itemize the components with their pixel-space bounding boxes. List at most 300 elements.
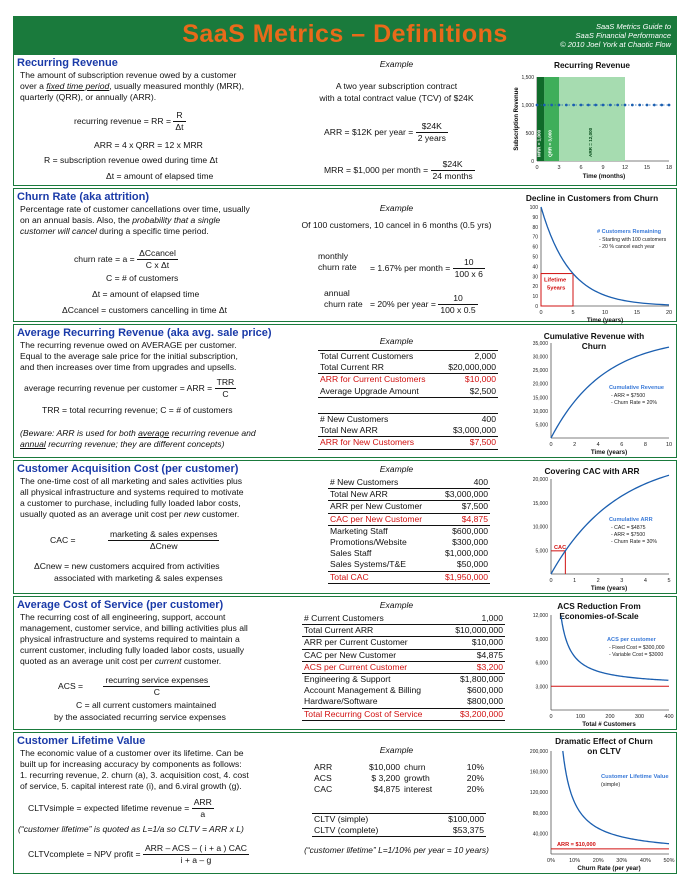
legend-line: - ARR = $7500 <box>611 532 646 538</box>
desc-line: Equal to the average sale price for the initial subscription, <box>20 351 238 361</box>
x-tick-label: 20 <box>665 310 673 316</box>
row-value: $10,000,000 <box>445 625 505 637</box>
desc-line: built up for increasing accuracy by components as follows: <box>20 759 242 769</box>
x-axis-label: Time (years) <box>586 317 624 324</box>
section-average-recurring-revenue <box>13 324 677 458</box>
row-value: 400 <box>440 414 498 426</box>
definition-column <box>14 461 284 593</box>
example-column <box>284 733 509 873</box>
data-point <box>660 104 663 107</box>
table-row <box>312 814 486 826</box>
data-point <box>587 104 590 107</box>
example-column <box>284 461 509 593</box>
definition: C = # of customers <box>106 273 179 283</box>
data-point <box>558 104 561 107</box>
row-label: Total Current ARR <box>302 625 445 637</box>
table-cell: growth <box>404 773 430 784</box>
series-line <box>563 751 669 844</box>
x-tick-label: 20% <box>592 858 604 864</box>
formula: CAC = $\frac{\text{marketing \& sales expenses}}{\text{ΔCnew}}$ <box>50 529 218 551</box>
cltv-footnote: (“customer lifetime” L=1/10% per year = 10 years) <box>304 845 489 855</box>
table-cell: $53,375 <box>422 825 486 837</box>
row-label: ARR per New Customer <box>328 501 437 513</box>
desc-line: and then increases over time from upgrades and upsells. <box>20 362 237 372</box>
series-line <box>551 475 669 574</box>
section-recurring-revenue <box>13 54 677 186</box>
table-row <box>328 501 490 513</box>
y-tick-label: 5,000 <box>535 548 548 555</box>
x-tick-label: 0 <box>549 578 553 584</box>
row-label: Total Current Customers <box>318 351 440 363</box>
definition-column <box>14 325 284 457</box>
section-title: Average Recurring Revenue (aka avg. sale price) <box>17 327 272 339</box>
table-cell: 20% <box>466 773 484 784</box>
page-title: SaaS Metrics – Definitions <box>182 20 508 48</box>
data-point <box>550 104 553 107</box>
table-row <box>312 773 486 784</box>
x-tick-label: 12 <box>621 165 629 171</box>
data-point <box>543 104 546 107</box>
data-point <box>572 104 575 107</box>
table-cell: CLTV (complete) <box>312 825 422 837</box>
y-tick-label: 200,000 <box>529 749 548 755</box>
row-value: $800,000 <box>467 696 503 707</box>
table-row <box>302 696 505 708</box>
chart-panel <box>509 55 675 185</box>
data-point <box>602 104 605 107</box>
table-row <box>302 625 505 637</box>
x-tick-label: 1 <box>573 578 577 584</box>
formula: recurring revenue = RR = $\frac{R}{\Delta t}$ <box>74 110 184 132</box>
y-tick-label: 20,000 <box>532 477 548 483</box>
x-tick-label: 2 <box>573 442 577 448</box>
section-customer-lifetime-value <box>13 732 677 874</box>
row-value: $7,500 <box>437 501 490 513</box>
row-label: Total New ARR <box>320 425 378 436</box>
data-point <box>631 104 634 107</box>
row-label: # New Customers <box>330 477 399 487</box>
x-tick-label: 0 <box>535 165 539 171</box>
desc-line: of service, 5. capital interest rate (i), and 6.viral growth (g). <box>20 781 242 791</box>
x-tick-label: 18 <box>665 165 673 171</box>
definition: TRR = total recurring revenue; C = # of customers <box>42 405 233 415</box>
legend-line: - Variable Cost = $3000 <box>609 652 664 658</box>
table-row <box>318 425 498 437</box>
example-table <box>318 413 498 450</box>
covering-cac-chart <box>509 461 675 593</box>
example-table <box>302 613 505 721</box>
example-text: Of 100 customers, 10 cancel in 6 months (0.5 yrs) <box>301 220 492 230</box>
formula: = 20% per year = $\frac{10}{100 x 0.5}$ <box>370 293 476 315</box>
definition: C = all current customers maintained <box>76 700 217 710</box>
formula: = 1.67% per month = $\frac{10}{100 x 6}$ <box>370 257 483 279</box>
beware-note: annual recurring revenue; they are different concepts) <box>20 439 225 449</box>
row-label: Average Upgrade Amount <box>318 386 440 398</box>
definition: Δt = amount of elapsed time <box>106 171 214 181</box>
x-tick-label: 0 <box>549 442 553 448</box>
row-value: $4,875 <box>445 649 505 661</box>
row-label: Engineering & Support <box>302 674 445 686</box>
example-label: Example <box>379 203 414 213</box>
bar-label: MRR = 1,000 <box>536 129 542 157</box>
x-axis-label: Time (years) <box>590 449 628 456</box>
chart-title: Cumulative Revenue with Churn <box>543 331 645 351</box>
table-cell: $100,000 <box>422 814 486 826</box>
legend-line: - Starting with 100 customers <box>599 237 667 243</box>
row-label: CAC per New Customer <box>328 513 437 525</box>
y-tick-label: 120,000 <box>529 790 548 797</box>
example-label: Example <box>379 745 414 755</box>
table-row <box>302 708 505 720</box>
data-point <box>646 104 649 107</box>
row-label: Hardware/Software <box>304 696 378 707</box>
desc-line: The economic value of a customer over its lifetime. Can be <box>20 748 244 758</box>
definition-column <box>14 189 284 321</box>
table-row <box>302 661 505 673</box>
row-label: Marketing Staff <box>328 525 437 537</box>
section-average-cost-of-service <box>13 596 677 730</box>
row-value: 400 <box>473 477 488 487</box>
data-point <box>536 104 539 107</box>
data-point <box>594 104 597 107</box>
definition: ΔCcancel = customers cancelling in time Δt <box>62 305 228 315</box>
table-row <box>328 477 490 489</box>
formula: annual churn rate <box>324 288 363 309</box>
desc-line: a customer to purchase, including fully loaded labor costs, <box>20 498 241 508</box>
legend-line: (simple) <box>601 782 621 788</box>
churn-chart <box>509 189 675 324</box>
x-tick-label: 0 <box>539 310 543 316</box>
chart-panel <box>509 461 675 593</box>
row-value: $600,000 <box>437 525 490 537</box>
example-table <box>328 477 490 584</box>
data-point <box>653 104 656 107</box>
desc-line: The recurring revenue owed on AVERAGE per customer. <box>20 340 237 350</box>
definition: by the associated recurring service expenses <box>54 712 226 722</box>
formula: ARR = 4 x QRR = 12 x MRR <box>94 140 203 150</box>
row-value: $20,000,000 <box>448 362 496 373</box>
bar-label: ARR = 12,000 <box>588 127 593 157</box>
table-row <box>318 362 498 374</box>
x-tick-label: 15 <box>643 165 651 171</box>
chart-title: Decline in Customers from Churn <box>525 193 659 203</box>
table-row <box>328 548 490 559</box>
cumulative-revenue-chart <box>509 325 675 457</box>
row-label: Total Recurring Cost of Service <box>302 708 445 720</box>
y-tick-label: 80 <box>532 224 538 231</box>
y-tick-label: 0 <box>531 159 534 165</box>
chart-title: ACS Reduction From Economies-of-Scale <box>557 601 641 621</box>
section-churn <box>13 188 677 322</box>
row-label: Total CAC <box>328 571 437 583</box>
table-cell: 10% <box>466 762 484 772</box>
y-axis-label: Subscription Revenue <box>514 87 520 151</box>
subtitle-line: © 2010 Joel York at Chaotic Flow <box>560 40 671 49</box>
y-tick-label: 90 <box>532 214 538 221</box>
page-subtitle <box>560 22 671 49</box>
row-label: Account Management & Billing <box>304 685 422 696</box>
data-point <box>609 104 612 107</box>
legend-title: # Customers Remaining <box>597 229 662 235</box>
bar-label: QRR = 3,000 <box>547 130 553 157</box>
chart-panel <box>509 325 675 457</box>
annotation: CAC <box>554 544 567 551</box>
table-row <box>328 525 490 537</box>
chart-title: Dramatic Effect of Churn on CLTV <box>555 736 653 756</box>
x-tick-label: 10% <box>569 858 581 864</box>
data-point <box>565 104 568 107</box>
formula: ACS = $\frac{\text{recurring service expenses}}{C}$ <box>58 675 209 697</box>
table-cell: 20% <box>466 784 484 795</box>
annotation: 5years <box>547 285 566 292</box>
recurring-revenue-chart <box>509 55 675 185</box>
y-tick-label: 30 <box>532 274 538 281</box>
legend-title: ACS per customer <box>607 637 656 643</box>
row-value: $2,500 <box>440 386 498 398</box>
y-tick-label: 15,000 <box>532 395 548 402</box>
y-tick-label: 40 <box>532 264 538 271</box>
cltv-note: (“customer lifetime” is quoted as L=1/a so CLTV = ARR x L) <box>18 824 244 834</box>
annotation: ARR = $10,000 <box>557 841 596 848</box>
desc-line: usually quoted as an average unit cost per new customer. <box>20 509 240 519</box>
example-column <box>284 189 509 321</box>
y-tick-label: 15,000 <box>532 500 548 507</box>
desc-line: The one-time cost of all marketing and sales activities plus <box>20 476 243 486</box>
table-row <box>312 825 486 837</box>
annotation: Lifetime <box>544 277 567 284</box>
section-title: Average Cost of Service (per customer) <box>17 599 224 611</box>
table-row <box>302 649 505 661</box>
x-tick-label: 4 <box>643 578 647 584</box>
data-point <box>624 104 627 107</box>
row-label: Sales Systems/T&E <box>330 559 406 570</box>
section-title: Customer Acquisition Cost (per customer) <box>17 463 239 475</box>
table-row <box>302 613 505 625</box>
example-column <box>284 325 509 457</box>
table-row <box>312 784 486 795</box>
y-tick-label: 6,000 <box>535 660 548 667</box>
y-tick-label: 9,000 <box>535 636 548 643</box>
definition-column <box>14 597 284 729</box>
row-value: $10,000 <box>445 637 505 649</box>
formula: monthly churn rate <box>318 251 357 272</box>
legend-line: - 20 % cancel each year <box>599 244 655 250</box>
x-tick-label: 3 <box>557 165 561 171</box>
row-label: # New Customers <box>318 414 440 426</box>
definition: Δt = amount of elapsed time <box>92 289 200 299</box>
desc-line: quarterly (QRR), or annually (ARR). <box>20 92 157 102</box>
table-row <box>318 374 498 386</box>
x-tick-label: 400 <box>664 714 674 720</box>
y-tick-label: 20 <box>532 284 538 291</box>
table-cell: $10,000 <box>368 762 401 772</box>
y-tick-label: 100 <box>529 205 538 211</box>
example-table <box>312 813 486 837</box>
table-row <box>328 571 490 583</box>
section-title: Customer Lifetime Value <box>17 735 146 747</box>
table-cell: churn <box>404 762 426 772</box>
row-label: ARR per Current Customer <box>302 637 445 649</box>
table-row <box>328 513 490 525</box>
y-tick-label: 3,000 <box>535 684 548 691</box>
data-point <box>616 104 619 107</box>
row-value: $10,000 <box>440 374 498 386</box>
table-cell: $4,875 <box>373 784 401 795</box>
example-text: with a total contract value (TCV) of $24K <box>319 93 474 103</box>
x-tick-label: 8 <box>643 442 647 448</box>
example-label: Example <box>379 59 414 69</box>
table-row <box>328 489 490 501</box>
row-value: $3,200 <box>445 661 505 673</box>
desc-line: Percentage rate of customer cancellations over time, usually <box>20 204 250 214</box>
y-tick-label: 25,000 <box>532 368 548 375</box>
legend-line: - Fixed Cost = $300,000 <box>609 645 665 651</box>
y-tick-label: 30,000 <box>532 354 548 361</box>
definition-column <box>14 733 284 873</box>
y-tick-label: 20,000 <box>532 381 548 388</box>
y-tick-label: 10,000 <box>532 408 548 415</box>
row-value: $1,800,000 <box>445 674 505 686</box>
row-value: $3,000,000 <box>452 425 496 436</box>
legend-title: Customer Lifetime Value <box>601 774 669 780</box>
x-tick-label: 300 <box>634 714 645 720</box>
table-row <box>328 559 490 571</box>
x-tick-label: 2 <box>596 578 600 584</box>
example-label: Example <box>379 600 414 610</box>
x-axis-label: Churn Rate (per year) <box>577 865 641 872</box>
desc-line: on an annual basis. Also, the probability that a single <box>20 215 221 225</box>
y-tick-label: 5,000 <box>535 422 548 429</box>
x-tick-label: 50% <box>663 858 675 864</box>
y-tick-label: 40,000 <box>532 831 548 838</box>
definition: R = subscription revenue owed during time Δt <box>44 155 218 165</box>
legend-line: - Churn Rate = 30% <box>611 539 657 545</box>
row-value: $1,950,000 <box>437 571 490 583</box>
x-axis-label: Time (months) <box>582 173 626 180</box>
x-tick-label: 3 <box>620 578 624 584</box>
chart-panel <box>509 733 675 873</box>
desc-line: customer will cancel during a specific time period. <box>20 226 209 236</box>
x-tick-label: 30% <box>616 858 628 864</box>
y-tick-label: 35,000 <box>532 341 548 347</box>
x-tick-label: 200 <box>605 714 615 720</box>
y-tick-label: 12,000 <box>532 613 548 619</box>
desc-line: 1. recurring revenue, 2. churn (a), 3. acquisition cost, 4. cost <box>20 770 249 780</box>
row-value: $7,500 <box>440 437 498 449</box>
legend-line: - Churn Rate = 20% <box>611 400 657 406</box>
x-tick-label: 6 <box>620 442 624 448</box>
example-column <box>284 597 509 729</box>
definition: associated with marketing & sales expenses <box>54 573 223 583</box>
desc-line: over a fixed time period, usually measured monthly (MRR), <box>20 81 245 91</box>
legend-title: Cumulative ARR <box>609 517 653 523</box>
x-tick-label: 0% <box>547 858 555 864</box>
example-table <box>318 350 498 398</box>
desc-line: physical infrastructure and systems required to maintain a <box>20 634 240 644</box>
row-label: ARR for Current Customers <box>318 374 440 386</box>
table-cell: ARR <box>314 762 333 772</box>
table-cell: CAC <box>314 784 333 795</box>
table-row <box>318 437 498 449</box>
y-tick-label: 1,000 <box>521 103 534 109</box>
y-tick-label: 60 <box>532 244 538 251</box>
x-tick-label: 5 <box>571 310 575 316</box>
legend-title: Cumulative Revenue <box>609 385 665 391</box>
table-row <box>318 414 498 426</box>
y-tick-label: 500 <box>525 131 534 137</box>
row-label: Promotions/Website <box>330 537 407 548</box>
y-tick-label: 10,000 <box>532 524 548 531</box>
row-value: $300,000 <box>452 537 488 548</box>
y-tick-label: 0 <box>535 304 538 310</box>
desc-line: The recurring cost of all engineering, support, account <box>20 612 226 622</box>
definition: ΔCnew = new customers acquired from activities <box>34 561 220 571</box>
x-tick-label: 6 <box>579 165 583 171</box>
row-value: $50,000 <box>456 559 488 570</box>
formula: ARR = $12K per year = $\frac{\$24K}{\text{2 years}}$ <box>324 121 446 143</box>
example-column <box>284 55 509 185</box>
section-title: Recurring Revenue <box>17 57 118 69</box>
section-customer-acquisition-cost <box>13 460 677 594</box>
table-row <box>302 637 505 649</box>
row-label: CAC per New Customer <box>302 649 445 661</box>
row-value: $3,200,000 <box>445 708 505 720</box>
row-label: Total Current RR <box>320 362 384 373</box>
definition-column <box>14 55 284 185</box>
row-value: 2,000 <box>440 351 498 363</box>
series-line <box>551 347 669 438</box>
desc-line: current customer, including fully loaded labor costs, usually <box>20 645 245 655</box>
table-row <box>318 386 498 398</box>
x-tick-label: 15 <box>633 310 641 316</box>
x-tick-label: 10 <box>601 310 609 316</box>
beware-note: (Beware: ARR is used for both average recurring revenue and <box>20 428 256 438</box>
table-row <box>302 674 505 686</box>
formula: MRR = $1,000 per month = $\frac{\$24K}{\text{24 months}}$ <box>324 159 473 181</box>
x-tick-label: 4 <box>596 442 600 448</box>
chart-title: Covering CAC with ARR <box>544 466 640 476</box>
page-header <box>13 16 677 54</box>
x-axis-label: Time (years) <box>590 585 628 592</box>
data-point <box>668 104 671 107</box>
chart-title: Recurring Revenue <box>553 60 631 70</box>
formula: CLTVcomplete = NPV profit = $\frac{\text{ARR – ACS – ( i + a ) CAC}}{i + a - g}$ <box>28 843 247 865</box>
y-tick-label: 160,000 <box>529 769 548 776</box>
y-tick-label: 10 <box>532 294 538 301</box>
legend-line: - CAC = $4875 <box>611 525 646 531</box>
subtitle-line: SaaS Financial Performance <box>575 31 671 40</box>
row-label: Sales Staff <box>330 548 372 559</box>
desc-line: management, customer service, and billing activities plus all <box>20 623 248 633</box>
table-cell: interest <box>404 784 433 795</box>
desc-line: The amount of subscription revenue owed by a customer <box>20 70 237 80</box>
row-label: # Current Customers <box>304 613 384 623</box>
desc-line: all physical infrastructure and systems required to motivate <box>20 487 244 497</box>
row-label: ARR for New Customers <box>318 437 440 449</box>
x-tick-label: 40% <box>639 858 651 864</box>
x-axis-label: Total # Customers <box>582 721 636 728</box>
row-value: $1,000,000 <box>444 548 488 559</box>
data-point <box>638 104 641 107</box>
legend-line: - ARR = $7500 <box>611 393 646 399</box>
data-point <box>580 104 583 107</box>
y-tick-label: 80,000 <box>532 810 548 817</box>
x-tick-label: 0 <box>549 714 553 720</box>
table-row <box>318 351 498 363</box>
desc-line: quoted as an average unit cost per current customer. <box>20 656 222 666</box>
y-tick-label: 50 <box>532 254 538 261</box>
table-cell: CLTV (simple) <box>312 814 422 826</box>
